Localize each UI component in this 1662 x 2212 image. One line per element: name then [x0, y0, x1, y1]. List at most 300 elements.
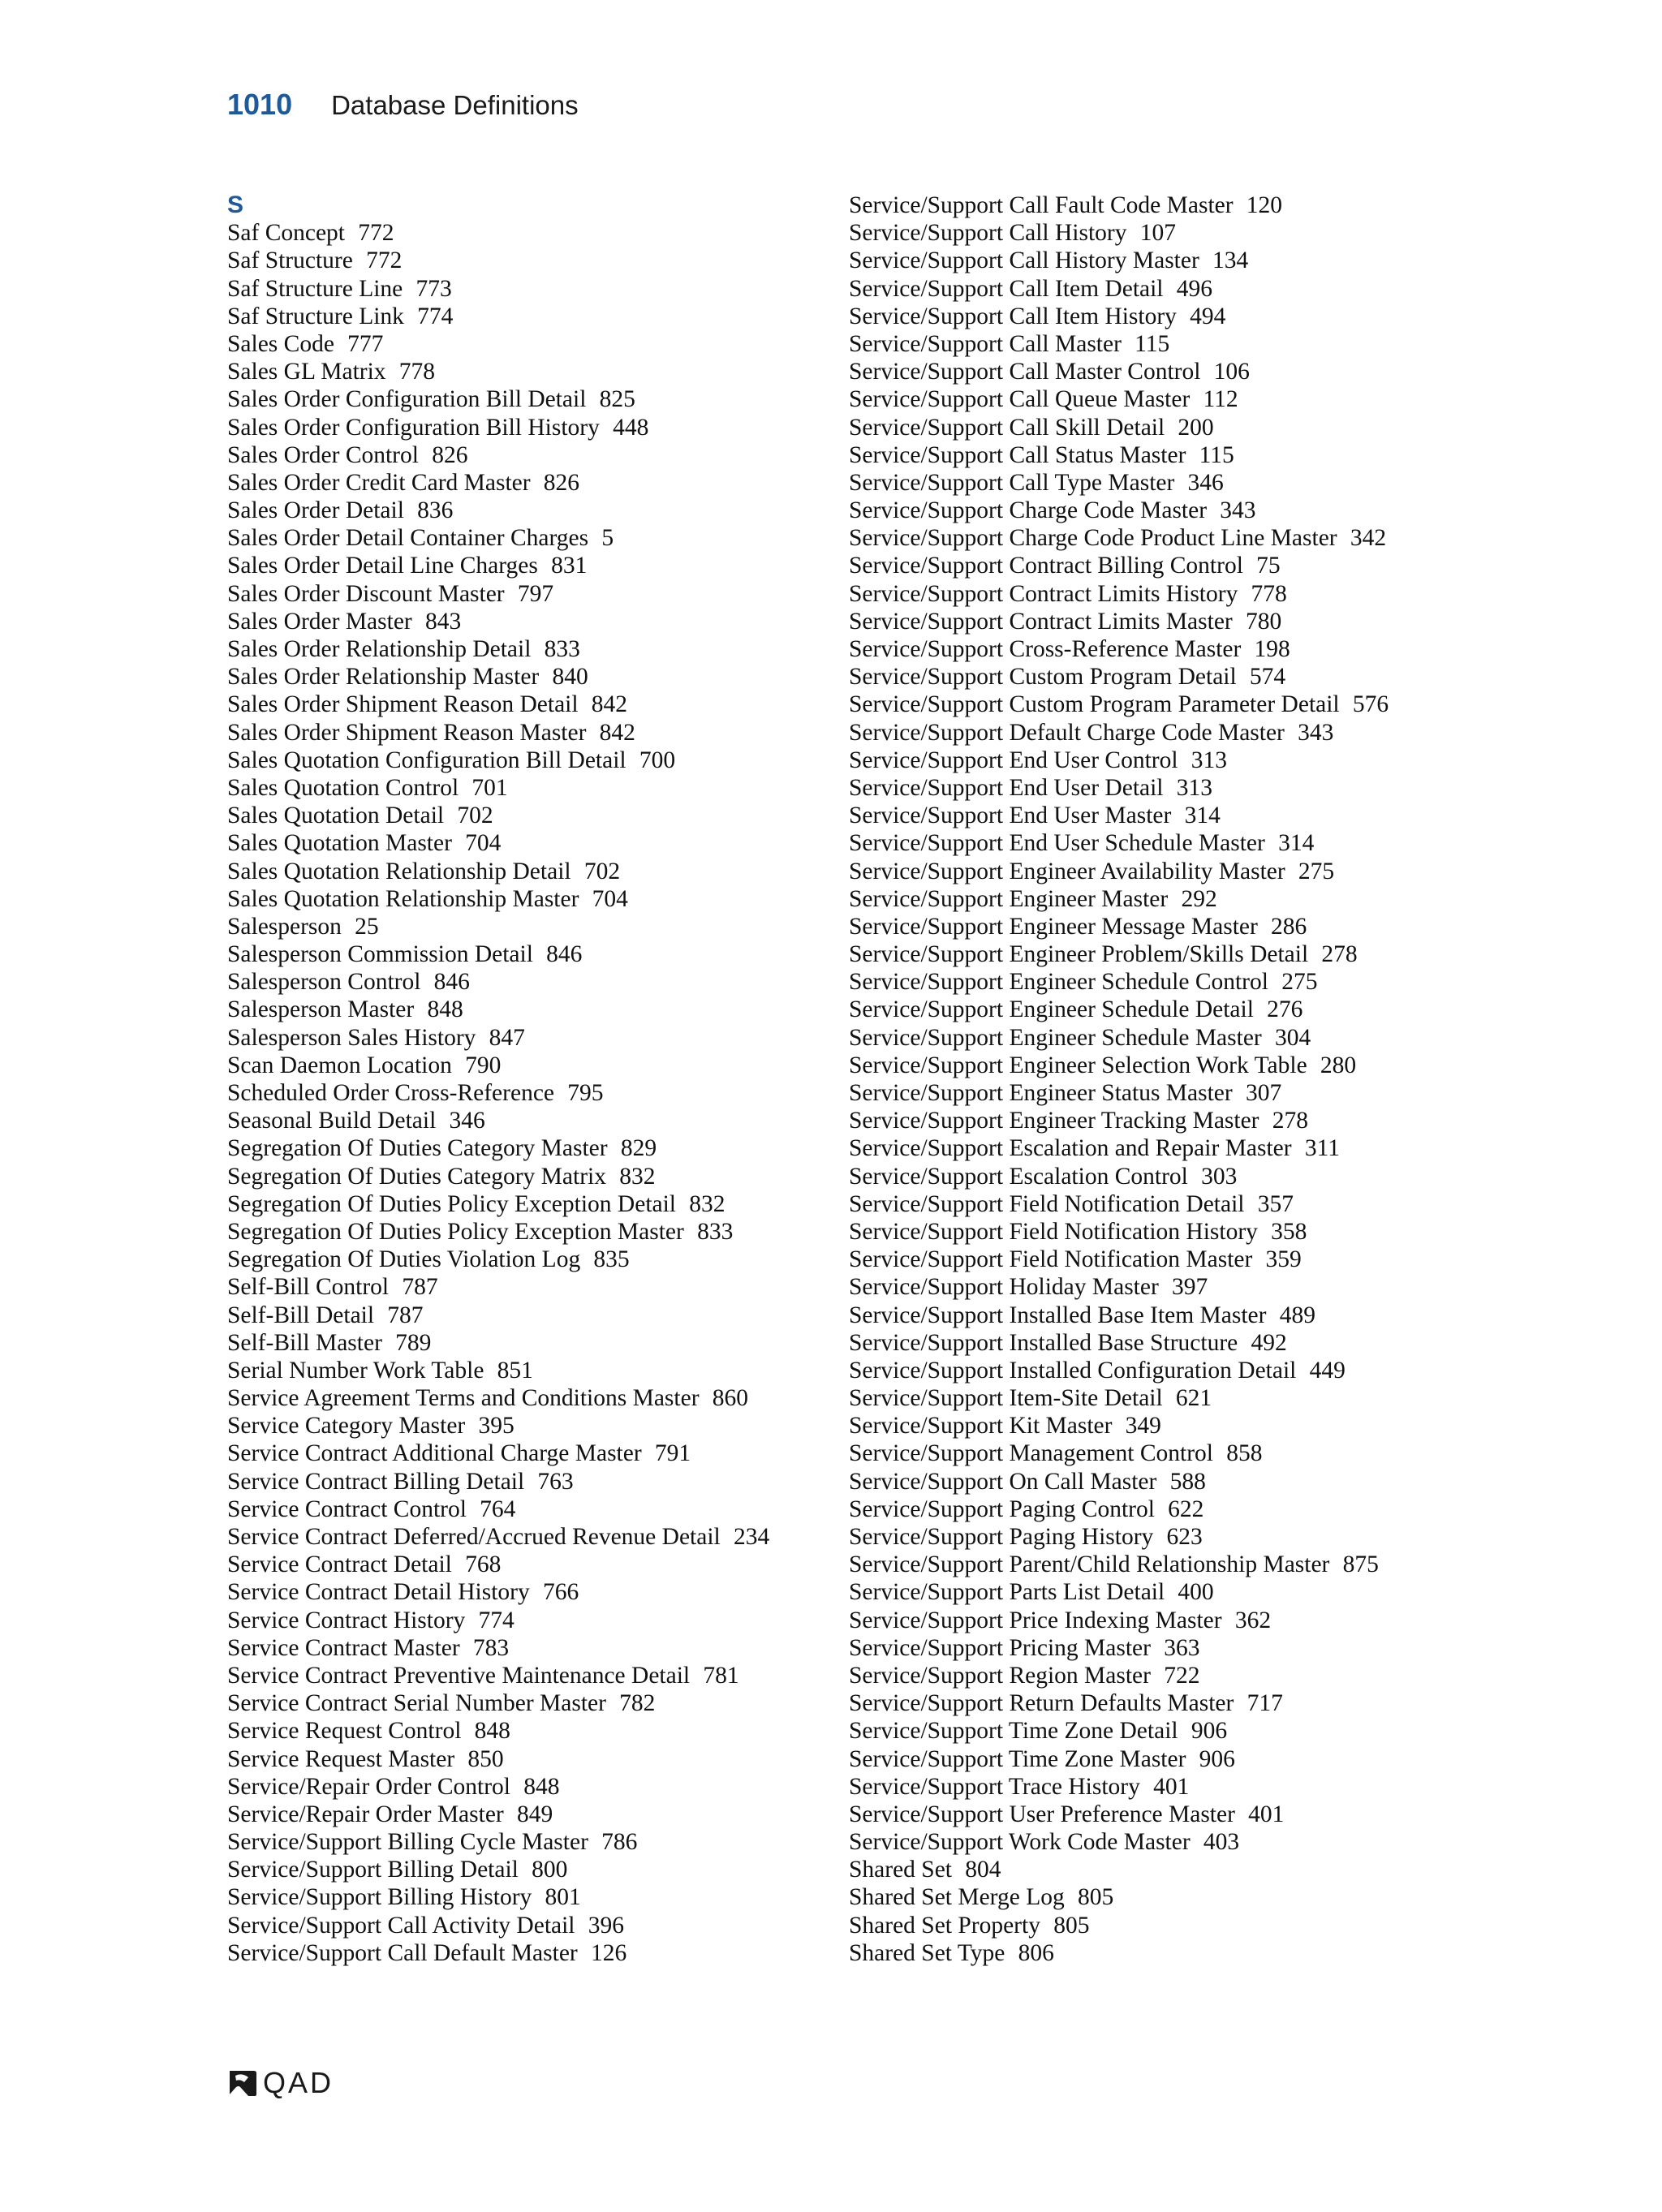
entry-name: Self-Bill Detail — [227, 1302, 375, 1328]
entry-page-number: 777 — [347, 330, 384, 357]
entry-page-number: 357 — [1257, 1190, 1294, 1217]
entry-name: Service/Support Work Code Master — [849, 1829, 1191, 1856]
entry-name: Service/Support Call Queue Master — [849, 386, 1191, 413]
index-entry — [227, 247, 769, 274]
entry-name: Service/Support Call Default Master — [227, 1939, 578, 1966]
index-entry — [849, 719, 1389, 747]
index-entry — [227, 1883, 769, 1911]
entry-page-number: 842 — [591, 691, 628, 718]
entry-page-number: 780 — [1245, 608, 1282, 635]
entry-name: Segregation Of Duties Category Matrix — [227, 1163, 606, 1190]
entry-name: Seasonal Build Detail — [227, 1108, 437, 1134]
index-entry — [227, 1801, 769, 1828]
entry-name: Service/Support Charge Code Product Line Master — [849, 525, 1337, 552]
entry-name: Segregation Of Duties Violation Log — [227, 1246, 581, 1273]
entry-page-number: 106 — [1213, 359, 1250, 385]
entry-name: Service/Support Custom Program Parameter Detail — [849, 691, 1340, 718]
entry-name: Service/Support Engineer Selection Work Table — [849, 1052, 1307, 1078]
entry-page-number: 800 — [532, 1857, 568, 1883]
entry-name: Service Contract Detail History — [227, 1579, 530, 1606]
entry-name: Service/Support Pricing Master — [849, 1634, 1151, 1661]
entry-name: Service/Support Call Item History — [849, 303, 1177, 329]
index-entry — [849, 1163, 1389, 1190]
entry-page-number: 789 — [395, 1329, 432, 1356]
entry-page-number: 805 — [1077, 1884, 1114, 1911]
section-letter: S — [227, 192, 244, 218]
entry-name: Service/Support Kit Master — [849, 1413, 1113, 1440]
entry-page-number: 764 — [480, 1495, 516, 1522]
index-entry — [849, 275, 1389, 303]
entry-page-number: 304 — [1274, 1024, 1311, 1051]
index-entry — [849, 1607, 1389, 1634]
entry-name: Service/Support Installed Base Structure — [849, 1329, 1238, 1356]
index-entry — [849, 1384, 1389, 1412]
entry-page-number: 851 — [497, 1357, 533, 1384]
entry-name: Service/Support Contract Limits Master — [849, 608, 1233, 635]
entry-page-number: 496 — [1176, 275, 1212, 302]
entry-name: Saf Structure Link — [227, 303, 404, 329]
index-entry — [849, 1523, 1389, 1551]
entry-name: Service/Support Paging History — [849, 1524, 1154, 1550]
index-entry — [227, 1163, 769, 1190]
entry-page-number: 906 — [1199, 1745, 1235, 1772]
entry-page-number: 829 — [620, 1135, 657, 1162]
entry-name: Sales Order Discount Master — [227, 580, 505, 607]
entry-page-number: 126 — [590, 1939, 627, 1966]
entry-name: Self-Bill Master — [227, 1329, 382, 1356]
entry-name: Service/Support Engineer Master — [849, 885, 1169, 912]
entry-name: Service Contract Billing Detail — [227, 1468, 525, 1495]
index-entry — [227, 275, 769, 303]
index-entry — [227, 996, 769, 1023]
index-entry — [227, 1357, 769, 1384]
index-entry — [849, 303, 1389, 330]
index-entry — [849, 858, 1389, 885]
entry-name: Service Contract Additional Charge Master — [227, 1440, 642, 1467]
entry-page-number: 403 — [1203, 1829, 1240, 1856]
index-entry — [849, 608, 1389, 635]
index-column-left — [227, 192, 769, 1967]
entry-page-number: 275 — [1298, 858, 1335, 884]
entry-page-number: 343 — [1220, 497, 1256, 524]
index-entry — [227, 469, 769, 497]
entry-page-number: 448 — [613, 414, 649, 441]
entry-name: Serial Number Work Table — [227, 1357, 484, 1384]
entry-page-number: 198 — [1254, 636, 1290, 662]
entry-page-number: 286 — [1271, 913, 1307, 940]
index-entry — [227, 1689, 769, 1717]
entry-name: Service/Support Engineer Schedule Detail — [849, 996, 1254, 1023]
entry-name: Sales Order Configuration Bill Detail — [227, 386, 587, 413]
index-entry — [227, 524, 769, 552]
entry-page-number: 781 — [703, 1662, 739, 1689]
index-entry — [227, 940, 769, 968]
entry-page-number: 494 — [1190, 303, 1226, 329]
entry-name: Service/Support Engineer Availability Master — [849, 858, 1285, 884]
qad-logo-icon — [227, 2069, 258, 2097]
index-entry — [227, 774, 769, 802]
entry-page-number: 349 — [1125, 1413, 1161, 1440]
entry-page-number: 115 — [1199, 441, 1234, 468]
index-entry — [227, 1134, 769, 1162]
index-entry — [227, 635, 769, 663]
entry-name: Service Request Master — [227, 1745, 455, 1772]
entry-name: Service Contract Detail — [227, 1551, 452, 1578]
entry-name: Service Request Control — [227, 1718, 462, 1745]
entry-name: Service/Repair Order Master — [227, 1801, 504, 1827]
entry-name: Sales Order Credit Card Master — [227, 469, 531, 496]
entry-name: Service/Support Call Type Master — [849, 469, 1175, 496]
entry-name: Service/Support Contract Limits History — [849, 580, 1238, 607]
entry-page-number: 787 — [387, 1302, 424, 1328]
entry-page-number: 772 — [366, 247, 403, 274]
entry-page-number: 906 — [1191, 1718, 1228, 1745]
index-entry — [227, 1856, 769, 1883]
index-entry — [849, 1662, 1389, 1689]
entry-page-number: 397 — [1172, 1274, 1208, 1301]
entry-name: Service/Support Field Notification History — [849, 1218, 1258, 1245]
entry-page-number: 704 — [465, 830, 502, 857]
entry-name: Service/Support Engineer Status Master — [849, 1080, 1233, 1106]
entry-page-number: 307 — [1245, 1080, 1282, 1106]
index-entry — [227, 1495, 769, 1523]
entry-name: Service/Support Call History Master — [849, 247, 1199, 274]
index-entry — [227, 219, 769, 247]
index-entry — [227, 414, 769, 441]
entry-name: Service/Support User Preference Master — [849, 1801, 1235, 1827]
entry-name: Sales Order Detail — [227, 497, 404, 524]
entry-name: Salesperson Master — [227, 996, 415, 1023]
entry-name: Service/Support Call Fault Code Master — [849, 192, 1234, 218]
index-entry — [849, 219, 1389, 247]
entry-name: Service/Support Charge Code Master — [849, 497, 1208, 524]
entry-name: Segregation Of Duties Category Master — [227, 1135, 608, 1162]
entry-name: Service/Support Billing History — [227, 1884, 532, 1911]
index-entry — [227, 358, 769, 385]
entry-page-number: 588 — [1169, 1468, 1206, 1495]
entry-name: Service/Support Escalation and Repair Master — [849, 1135, 1292, 1162]
index-entry — [849, 1495, 1389, 1523]
entry-name: Scheduled Order Cross-Reference — [227, 1080, 555, 1106]
index-entry — [849, 1828, 1389, 1856]
index-entry — [849, 330, 1389, 358]
index-entry — [849, 802, 1389, 829]
index-entry — [227, 552, 769, 579]
entry-page-number: 835 — [593, 1246, 630, 1273]
entry-page-number: 843 — [424, 608, 462, 635]
entry-name: Service/Support End User Master — [849, 803, 1172, 829]
entry-page-number: 107 — [1139, 220, 1176, 247]
index-entry — [227, 1218, 769, 1246]
entry-name: Service/Support Call Activity Detail — [227, 1912, 575, 1939]
entry-name: Service/Support Billing Detail — [227, 1857, 519, 1883]
entry-name: Service/Support Engineer Schedule Master — [849, 1024, 1262, 1051]
entry-page-number: 5 — [601, 525, 614, 552]
entry-page-number: 833 — [544, 636, 580, 662]
entry-page-number: 346 — [449, 1108, 485, 1134]
entry-page-number: 778 — [1251, 580, 1287, 607]
index-entry — [849, 358, 1389, 385]
entry-page-number: 576 — [1352, 691, 1389, 718]
index-entry — [227, 1468, 769, 1495]
entry-name: Service/Support Time Zone Detail — [849, 1718, 1178, 1745]
entry-page-number: 849 — [516, 1801, 553, 1827]
index-entry — [849, 1468, 1389, 1495]
entry-name: Service/Support Installed Configuration Detail — [849, 1357, 1297, 1384]
index-entry — [227, 829, 769, 857]
entry-name: Sales Order Shipment Reason Master — [227, 719, 587, 746]
entry-page-number: 275 — [1281, 969, 1318, 996]
index-entry — [849, 885, 1389, 913]
entry-name: Service/Support Item-Site Detail — [849, 1385, 1163, 1412]
entry-page-number: 790 — [465, 1052, 502, 1078]
entry-page-number: 860 — [712, 1385, 748, 1412]
index-entry — [227, 1079, 769, 1107]
index-entry — [849, 691, 1389, 718]
index-entry — [849, 1745, 1389, 1773]
index-entry — [227, 1745, 769, 1773]
entry-name: Service/Support Engineer Schedule Control — [849, 969, 1268, 996]
index-entry — [849, 1302, 1389, 1329]
entry-page-number: 782 — [619, 1690, 656, 1717]
entry-page-number: 826 — [543, 469, 580, 496]
entry-name: Saf Concept — [227, 220, 346, 247]
entry-page-number: 786 — [601, 1829, 638, 1856]
entry-page-number: 112 — [1203, 386, 1238, 413]
entry-name: Service/Support Installed Base Item Master — [849, 1302, 1267, 1328]
entry-name: Service/Support End User Control — [849, 747, 1178, 773]
entry-page-number: 717 — [1246, 1690, 1283, 1717]
entry-page-number: 846 — [433, 969, 470, 996]
index-entry — [227, 1107, 769, 1134]
index-entry — [849, 663, 1389, 691]
index-entry — [849, 1246, 1389, 1273]
entry-name: Service Contract History — [227, 1607, 466, 1633]
entry-page-number: 621 — [1175, 1385, 1212, 1412]
entry-page-number: 848 — [474, 1718, 510, 1745]
entry-name: Salesperson Sales History — [227, 1024, 476, 1051]
index-entry — [227, 1246, 769, 1273]
entry-page-number: 787 — [402, 1274, 438, 1301]
entry-page-number: 292 — [1181, 885, 1217, 912]
index-entry — [849, 247, 1389, 274]
entry-name: Service Contract Serial Number Master — [227, 1690, 606, 1717]
entry-name: Saf Structure — [227, 247, 353, 274]
entry-name: Segregation Of Duties Policy Exception Master — [227, 1218, 684, 1245]
entry-page-number: 303 — [1201, 1163, 1238, 1190]
entry-page-number: 395 — [478, 1413, 515, 1440]
entry-name: Salesperson — [227, 913, 342, 940]
entry-page-number: 833 — [697, 1218, 734, 1245]
entry-page-number: 846 — [546, 941, 583, 968]
entry-page-number: 234 — [733, 1524, 770, 1550]
entry-page-number: 359 — [1265, 1246, 1302, 1273]
entry-name: Service/Support Engineer Problem/Skills Detail — [849, 941, 1309, 968]
entry-name: Sales Quotation Control — [227, 774, 459, 801]
entry-name: Service/Support Contract Billing Control — [849, 553, 1243, 579]
index-entry — [227, 330, 769, 358]
entry-page-number: 75 — [1256, 553, 1281, 579]
index-entry — [849, 1440, 1389, 1467]
index-entry — [227, 580, 769, 608]
entry-name: Salesperson Control — [227, 969, 421, 996]
entry-page-number: 805 — [1053, 1912, 1090, 1939]
entry-page-number: 847 — [489, 1024, 525, 1051]
entry-name: Service/Support Parent/Child Relationship Master — [849, 1551, 1330, 1578]
entry-name: Sales Quotation Detail — [227, 803, 445, 829]
index-entry — [227, 303, 769, 330]
entry-name: Service/Support Trace History — [849, 1773, 1140, 1800]
index-entry — [849, 1052, 1389, 1079]
entry-name: Scan Daemon Location — [227, 1052, 452, 1078]
entry-name: Service/Support Call Status Master — [849, 441, 1186, 468]
entry-page-number: 875 — [1342, 1551, 1379, 1578]
index-entry — [849, 913, 1389, 940]
entry-page-number: 806 — [1018, 1939, 1054, 1966]
index-entry — [227, 1302, 769, 1329]
index-entry — [849, 1412, 1389, 1440]
entry-page-number: 401 — [1153, 1773, 1190, 1800]
entry-name: Service Contract Master — [227, 1634, 460, 1661]
entry-page-number: 768 — [465, 1551, 502, 1578]
entry-name: Service/Support Escalation Control — [849, 1163, 1188, 1190]
entry-name: Shared Set Property — [849, 1912, 1040, 1939]
entry-page-number: 574 — [1249, 664, 1286, 691]
entry-page-number: 313 — [1191, 747, 1228, 773]
entry-page-number: 134 — [1212, 247, 1249, 274]
index-entry — [849, 414, 1389, 441]
index-entry — [849, 580, 1389, 608]
entry-name: Service/Support Call History — [849, 220, 1127, 247]
entry-page-number: 801 — [545, 1884, 581, 1911]
entry-page-number: 492 — [1251, 1329, 1287, 1356]
index-entry — [849, 1079, 1389, 1107]
entry-name: Sales Order Master — [227, 608, 412, 635]
index-entry — [227, 802, 769, 829]
entry-page-number: 622 — [1168, 1495, 1204, 1522]
entry-name: Service/Support Engineer Tracking Master — [849, 1108, 1259, 1134]
entry-page-number: 791 — [654, 1440, 691, 1467]
entry-name: Shared Set Merge Log — [849, 1884, 1065, 1911]
entry-name: Shared Set — [849, 1857, 952, 1883]
entry-name: Service/Support Holiday Master — [849, 1274, 1159, 1301]
entry-page-number: 701 — [471, 774, 508, 801]
entry-name: Sales Order Relationship Detail — [227, 636, 532, 662]
entry-name: Service/Support Management Control — [849, 1440, 1213, 1467]
index-entry — [849, 1329, 1389, 1357]
index-entry — [849, 192, 1389, 219]
entry-page-number: 783 — [472, 1634, 510, 1661]
entry-page-number: 831 — [551, 553, 588, 579]
index-entry — [849, 635, 1389, 663]
index-entry — [849, 996, 1389, 1023]
entry-name: Service/Support Region Master — [849, 1662, 1151, 1689]
index-entry — [849, 829, 1389, 857]
entry-page-number: 311 — [1304, 1135, 1340, 1162]
entry-name: Service/Support Default Charge Code Master — [849, 719, 1285, 746]
index-entry — [227, 1190, 769, 1218]
entry-name: Sales Order Control — [227, 441, 419, 468]
index-entry — [227, 858, 769, 885]
index-entry — [227, 1939, 769, 1967]
index-entry — [849, 1801, 1389, 1828]
entry-name: Service Contract Control — [227, 1495, 467, 1522]
entry-page-number: 401 — [1248, 1801, 1285, 1827]
entry-name: Service/Support End User Detail — [849, 774, 1164, 801]
entry-page-number: 772 — [358, 220, 394, 247]
entry-page-number: 766 — [542, 1579, 579, 1606]
index-entry — [849, 1939, 1389, 1967]
entry-name: Sales Code — [227, 330, 334, 357]
index-entry — [227, 913, 769, 940]
entry-page-number: 346 — [1187, 469, 1224, 496]
entry-name: Service/Support End User Schedule Master — [849, 830, 1265, 857]
index-entry — [849, 1689, 1389, 1717]
index-entry — [849, 469, 1389, 497]
entry-name: Shared Set Type — [849, 1939, 1005, 1966]
index-entry — [849, 1856, 1389, 1883]
entry-page-number: 314 — [1278, 830, 1315, 857]
index-entry — [227, 747, 769, 774]
entry-page-number: 623 — [1166, 1524, 1203, 1550]
entry-page-number: 489 — [1279, 1302, 1315, 1328]
index-entry — [227, 1551, 769, 1578]
entry-page-number: 858 — [1226, 1440, 1263, 1467]
entry-name: Service Contract Preventive Maintenance Detail — [227, 1662, 691, 1689]
index-entry — [849, 968, 1389, 996]
entry-page-number: 840 — [552, 664, 588, 691]
index-entry — [849, 1024, 1389, 1052]
entry-name: Service/Support Return Defaults Master — [849, 1690, 1234, 1717]
index-entry — [227, 719, 769, 747]
entry-name: Service/Support Field Notification Master — [849, 1246, 1253, 1273]
index-entry — [227, 663, 769, 691]
entry-name: Sales Order Detail Container Charges — [227, 525, 589, 552]
entry-page-number: 774 — [417, 303, 454, 329]
index-entry — [227, 1578, 769, 1606]
index-entry — [227, 1024, 769, 1052]
entry-page-number: 848 — [523, 1773, 560, 1800]
entry-page-number: 342 — [1350, 525, 1387, 552]
entry-name: Sales Quotation Master — [227, 830, 452, 857]
entry-page-number: 832 — [619, 1163, 656, 1190]
entry-name: Saf Structure Line — [227, 275, 403, 302]
index-entry — [227, 1412, 769, 1440]
entry-name: Sales Quotation Relationship Detail — [227, 858, 571, 884]
entry-name: Self-Bill Control — [227, 1274, 390, 1301]
index-entry — [849, 552, 1389, 579]
entry-page-number: 704 — [592, 885, 628, 912]
qad-logo-text: QAD — [263, 2066, 334, 2099]
index-entry — [227, 1329, 769, 1357]
entry-page-number: 774 — [478, 1607, 515, 1633]
entry-page-number: 832 — [689, 1190, 726, 1217]
index-entry — [227, 1828, 769, 1856]
entry-name: Service/Repair Order Control — [227, 1773, 510, 1800]
index-entry — [849, 441, 1389, 469]
entry-page-number: 842 — [599, 719, 635, 746]
index-entry — [849, 1551, 1389, 1578]
entry-name: Segregation Of Duties Policy Exception Detail — [227, 1190, 676, 1217]
entry-name: Service Category Master — [227, 1413, 466, 1440]
entry-page-number: 280 — [1320, 1052, 1357, 1078]
index-entry — [849, 747, 1389, 774]
entry-name: Service/Support On Call Master — [849, 1468, 1157, 1495]
index-entry — [849, 1773, 1389, 1801]
index-entry — [227, 968, 769, 996]
index-entry — [849, 524, 1389, 552]
index-entry — [227, 1634, 769, 1662]
